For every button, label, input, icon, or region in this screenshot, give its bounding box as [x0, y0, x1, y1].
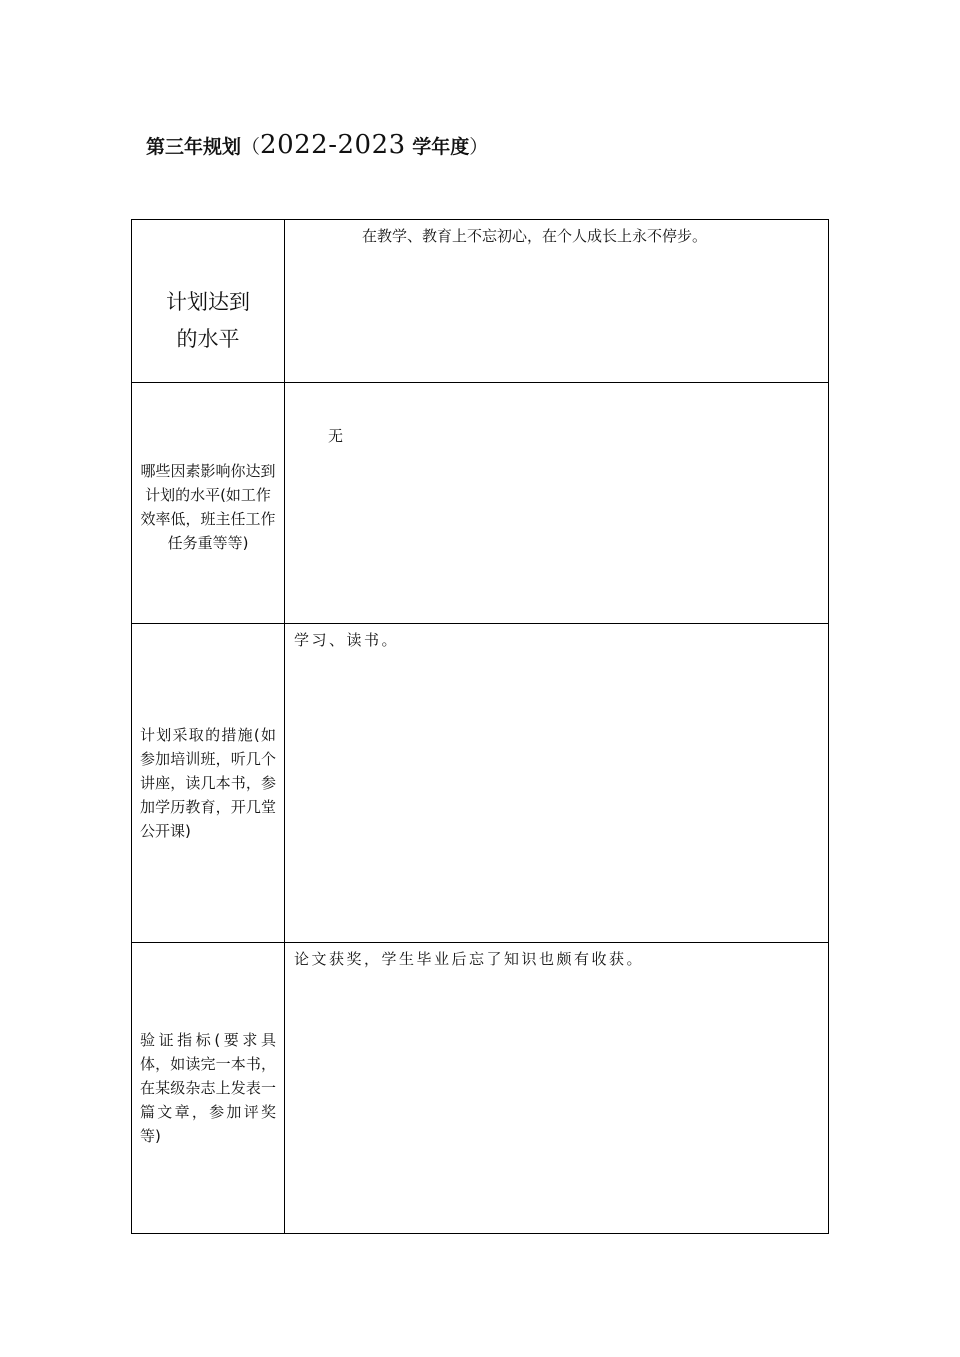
row-label-cell	[132, 220, 285, 383]
row-content-cell	[285, 220, 829, 383]
table-row	[132, 943, 829, 1234]
title-paren-close: ）	[469, 136, 489, 158]
row-content-cell	[285, 624, 829, 943]
row-content-cell	[285, 383, 829, 624]
table-row	[132, 220, 829, 383]
title-paren-open: （	[241, 136, 261, 158]
row-label: 计划采取的措施(如参加培训班，听几个讲座，读几本书，参加学历教育，开几堂公开课)	[140, 726, 276, 840]
row-content: 在教学、教育上不忘初心，在个人成长上永不停步。	[362, 227, 708, 245]
page-title	[146, 128, 488, 164]
row-content: 论文获奖，学生毕业后忘了知识也颇有收获。	[294, 950, 645, 968]
title-years: 2022-2023	[260, 130, 406, 160]
table-row	[132, 383, 829, 624]
title-suffix: 学年度	[405, 136, 470, 158]
row-label-cell	[132, 624, 285, 943]
row-label: 计划达到的水平	[166, 290, 250, 351]
title-prefix: 第三年规划	[146, 136, 242, 158]
row-content: 无	[328, 427, 344, 445]
row-label: 哪些因素影响你达到计划的水平(如工作效率低，班主任工作任务重等等)	[140, 462, 276, 552]
table-row	[132, 624, 829, 943]
plan-table	[131, 219, 829, 1234]
row-label-cell	[132, 943, 285, 1234]
row-label-cell	[132, 383, 285, 624]
row-content-cell	[285, 943, 829, 1234]
row-label: 验证指标(要求具体，如读完一本书，在某级杂志上发表一篇文章，参加评奖等)	[140, 1031, 276, 1145]
row-content: 学习、读书。	[294, 631, 400, 649]
